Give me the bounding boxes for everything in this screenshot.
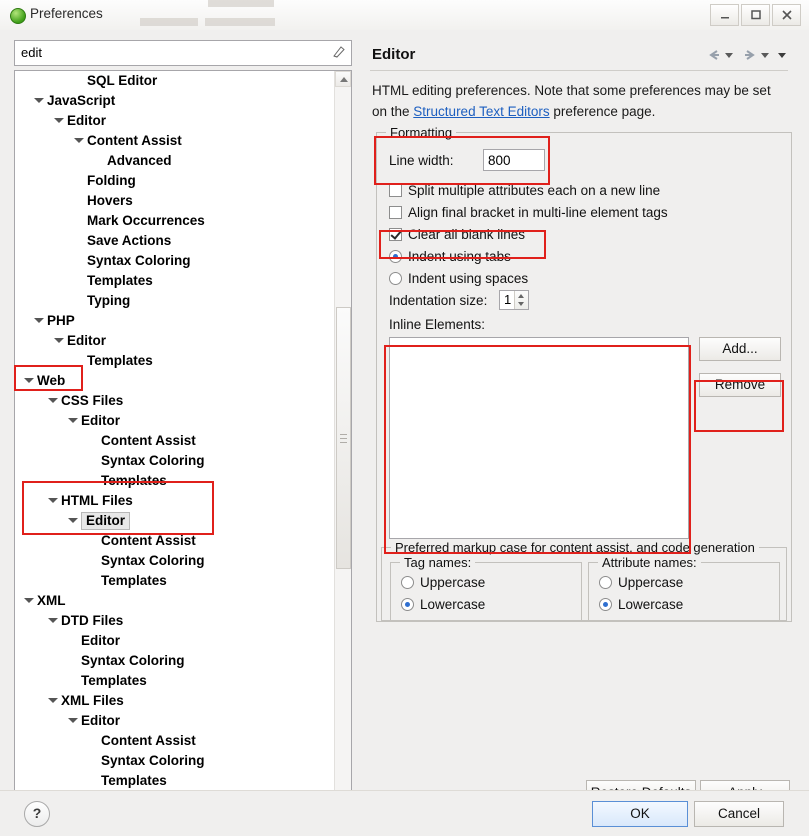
tree-item-css-files[interactable] bbox=[15, 391, 333, 411]
expand-arrow-icon[interactable] bbox=[33, 311, 43, 331]
tree-item-label: HTML Files bbox=[61, 493, 133, 508]
expand-arrow-icon[interactable] bbox=[53, 111, 63, 131]
tree-item-xml[interactable] bbox=[15, 591, 333, 611]
tree-item-label: Templates bbox=[87, 353, 153, 368]
tree-item-label: Editor bbox=[81, 713, 120, 728]
stepper-up-icon[interactable] bbox=[518, 294, 524, 298]
tree-item-editor[interactable] bbox=[15, 411, 333, 431]
tag-names-uppercase-row[interactable] bbox=[401, 573, 485, 591]
tree-item-label: Syntax Coloring bbox=[87, 253, 191, 268]
tag-names-group bbox=[390, 555, 582, 622]
tree-item-label: Content Assist bbox=[101, 433, 196, 448]
expand-arrow-icon[interactable] bbox=[47, 491, 57, 511]
line-width-input[interactable] bbox=[483, 149, 545, 171]
inline-elements-label: Inline Elements: bbox=[389, 317, 486, 332]
tree-item-editor[interactable] bbox=[15, 511, 333, 531]
page-description bbox=[372, 80, 786, 122]
preferences-tree-panel[interactable] bbox=[14, 70, 352, 814]
maximize-button[interactable] bbox=[741, 4, 770, 26]
tree-item-label: Templates bbox=[101, 473, 167, 488]
tag-names-uppercase-label: Uppercase bbox=[420, 574, 486, 590]
window-controls bbox=[710, 4, 801, 26]
indent-spaces-row[interactable] bbox=[389, 269, 528, 287]
back-arrow-icon[interactable] bbox=[706, 48, 722, 62]
tree-item-label: XML Files bbox=[61, 693, 124, 708]
window-title: Preferences bbox=[30, 6, 103, 21]
ok-button[interactable]: OK bbox=[592, 801, 688, 827]
tree-item-content-assist[interactable] bbox=[15, 431, 333, 451]
filter-input[interactable] bbox=[15, 41, 337, 63]
app-icon bbox=[10, 8, 26, 24]
expand-arrow-icon[interactable] bbox=[33, 91, 43, 111]
indentation-size-buttons[interactable] bbox=[514, 291, 528, 309]
back-menu-chevron-down-icon[interactable] bbox=[725, 53, 733, 58]
align-bracket-label: Align final bracket in multi-line element tags bbox=[408, 204, 668, 220]
tree-item-label: Editor bbox=[67, 113, 106, 128]
tree-item-templates[interactable] bbox=[15, 351, 333, 371]
minimize-button[interactable] bbox=[710, 4, 739, 26]
tree-item-label: Content Assist bbox=[101, 533, 196, 548]
tree-item-label: Editor bbox=[81, 512, 130, 530]
indent-tabs-label: Indent using tabs bbox=[408, 248, 511, 264]
expand-arrow-icon[interactable] bbox=[67, 711, 77, 731]
tree-item-hovers[interactable] bbox=[15, 191, 333, 211]
tree-item-label: Save Actions bbox=[87, 233, 172, 248]
expand-arrow-icon[interactable] bbox=[73, 131, 83, 151]
cancel-button[interactable]: Cancel bbox=[694, 801, 784, 827]
tree-item-label: Templates bbox=[81, 673, 147, 688]
tree-item-label: Templates bbox=[101, 573, 167, 588]
tree-item-syntax-coloring[interactable] bbox=[15, 651, 333, 671]
tree-item-label: XML bbox=[37, 593, 66, 608]
indent-tabs-row[interactable] bbox=[389, 247, 511, 265]
attribute-names-lowercase-row[interactable] bbox=[599, 595, 683, 613]
tree-item-syntax-coloring[interactable] bbox=[15, 451, 333, 471]
indentation-size-value: 1 bbox=[504, 292, 512, 307]
indentation-size-label: Indentation size: bbox=[389, 293, 488, 308]
clear-blank-lines-row[interactable] bbox=[389, 225, 525, 243]
tree-item-templates[interactable] bbox=[15, 471, 333, 491]
align-bracket-checkbox[interactable] bbox=[389, 206, 402, 219]
tree-item-label: Syntax Coloring bbox=[81, 653, 185, 668]
tree-item-label: PHP bbox=[47, 313, 75, 328]
tree-item-label: Templates bbox=[87, 273, 153, 288]
tree-item-label: Content Assist bbox=[87, 133, 182, 148]
tree-item-advanced[interactable] bbox=[15, 151, 333, 171]
tree-item-label: DTD Files bbox=[61, 613, 124, 628]
tree-item-label: Content Assist bbox=[101, 733, 196, 748]
attribute-names-uppercase-label: Uppercase bbox=[618, 574, 684, 590]
description-text-1: HTML editing preferences. Note that some preferences may be set on the bbox=[372, 83, 771, 119]
attribute-names-group bbox=[588, 555, 780, 622]
inline-elements-list[interactable] bbox=[389, 337, 689, 539]
tag-names-lowercase-row[interactable] bbox=[401, 595, 485, 613]
tree-item-label: Web bbox=[37, 373, 66, 388]
tree-item-label: SQL Editor bbox=[87, 73, 158, 88]
tree-item-label: Mark Occurrences bbox=[87, 213, 205, 228]
tree-item-save-actions[interactable] bbox=[15, 231, 333, 251]
tree-item-html-files[interactable] bbox=[15, 491, 333, 511]
expand-arrow-icon[interactable] bbox=[47, 391, 57, 411]
tree-item-templates[interactable] bbox=[15, 671, 333, 691]
tree-item-syntax-coloring[interactable] bbox=[15, 251, 333, 271]
tree-item-label: Typing bbox=[87, 293, 131, 308]
tag-names-lowercase-label: Lowercase bbox=[420, 596, 486, 612]
align-bracket-row[interactable] bbox=[389, 203, 668, 221]
title-bar bbox=[0, 0, 809, 31]
tree-item-syntax-coloring[interactable] bbox=[15, 551, 333, 571]
background-artifact bbox=[208, 0, 274, 7]
expand-arrow-icon[interactable] bbox=[67, 511, 77, 531]
preferences-tree[interactable] bbox=[15, 71, 333, 813]
forward-arrow-icon[interactable] bbox=[742, 48, 758, 62]
tree-item-web[interactable] bbox=[15, 371, 333, 391]
split-attributes-row[interactable] bbox=[389, 181, 660, 199]
attribute-names-lowercase-radio[interactable] bbox=[599, 598, 612, 611]
tag-names-uppercase-radio[interactable] bbox=[401, 576, 414, 589]
tree-item-syntax-coloring[interactable] bbox=[15, 751, 333, 771]
split-attributes-label: Split multiple attributes each on a new line bbox=[408, 182, 661, 198]
page-menu-chevron-down-icon[interactable] bbox=[778, 53, 786, 58]
tree-item-label: Advanced bbox=[107, 153, 172, 168]
expand-arrow-icon[interactable] bbox=[23, 371, 33, 391]
tree-item-label: Syntax Coloring bbox=[101, 553, 205, 568]
tree-item-dtd-files[interactable] bbox=[15, 611, 333, 631]
close-button[interactable] bbox=[772, 4, 801, 26]
tree-item-label: Hovers bbox=[87, 193, 133, 208]
title-separator bbox=[370, 70, 788, 71]
tree-item-javascript[interactable] bbox=[15, 91, 333, 111]
tree-item-editor[interactable] bbox=[15, 711, 333, 731]
tree-item-label: CSS Files bbox=[61, 393, 124, 408]
attribute-names-uppercase-row[interactable] bbox=[599, 573, 683, 591]
tree-item-label: Editor bbox=[67, 333, 106, 348]
background-artifact bbox=[205, 18, 275, 26]
dialog-body bbox=[0, 30, 809, 790]
page-title: Editor bbox=[372, 46, 416, 63]
tree-item-editor[interactable] bbox=[15, 111, 333, 131]
tree-item-mark-occurrences[interactable] bbox=[15, 211, 333, 231]
line-width-label: Line width: bbox=[389, 153, 454, 168]
indent-spaces-label: Indent using spaces bbox=[408, 270, 529, 286]
indentation-size-stepper[interactable] bbox=[499, 290, 529, 310]
tree-item-label: Folding bbox=[87, 173, 136, 188]
formatting-legend: Formatting bbox=[386, 125, 456, 140]
clear-blank-lines-label: Clear all blank lines bbox=[408, 226, 526, 242]
tree-item-templates[interactable] bbox=[15, 771, 333, 791]
formatting-group bbox=[376, 125, 792, 622]
stepper-down-icon[interactable] bbox=[518, 302, 524, 306]
expand-arrow-icon[interactable] bbox=[47, 691, 57, 711]
expand-arrow-icon[interactable] bbox=[67, 411, 77, 431]
split-attributes-checkbox[interactable] bbox=[389, 184, 402, 197]
tree-item-typing[interactable] bbox=[15, 291, 333, 311]
markup-case-group bbox=[381, 540, 787, 621]
tree-item-folding[interactable] bbox=[15, 171, 333, 191]
tree-item-editor[interactable] bbox=[15, 331, 333, 351]
tree-item-label: JavaScript bbox=[47, 93, 116, 108]
preference-page bbox=[362, 36, 796, 792]
clear-blank-lines-checkbox[interactable] bbox=[389, 228, 402, 241]
expand-arrow-icon[interactable] bbox=[53, 331, 63, 351]
description-text-2: preference page. bbox=[549, 104, 656, 119]
help-button[interactable]: ? bbox=[24, 801, 50, 827]
tree-item-label: Syntax Coloring bbox=[101, 753, 205, 768]
attribute-names-lowercase-label: Lowercase bbox=[618, 596, 684, 612]
tree-item-content-assist[interactable] bbox=[15, 731, 333, 751]
tree-item-templates[interactable] bbox=[15, 571, 333, 591]
tag-names-legend: Tag names: bbox=[400, 555, 475, 570]
tree-item-label: Templates bbox=[101, 773, 167, 788]
tree-item-editor[interactable] bbox=[15, 631, 333, 651]
scroll-thumb[interactable] bbox=[336, 307, 351, 569]
expand-arrow-icon[interactable] bbox=[23, 591, 33, 611]
scroll-up-button[interactable] bbox=[335, 71, 351, 87]
markup-case-legend: Preferred markup case for content assist, and code generation bbox=[391, 540, 759, 555]
forward-menu-chevron-down-icon[interactable] bbox=[761, 53, 769, 58]
filter-box[interactable] bbox=[14, 40, 352, 66]
attribute-names-uppercase-radio[interactable] bbox=[599, 576, 612, 589]
background-artifact bbox=[140, 18, 198, 26]
tree-item-label: Syntax Coloring bbox=[101, 453, 205, 468]
tree-item-label: Editor bbox=[81, 413, 120, 428]
clear-icon[interactable] bbox=[331, 44, 347, 60]
attribute-names-legend: Attribute names: bbox=[598, 555, 701, 570]
remove-button[interactable]: Remove bbox=[699, 373, 781, 397]
tree-item-content-assist[interactable] bbox=[15, 531, 333, 551]
expand-arrow-icon[interactable] bbox=[47, 611, 57, 631]
tree-vertical-scrollbar[interactable] bbox=[334, 71, 351, 811]
add-button[interactable]: Add... bbox=[699, 337, 781, 361]
tree-item-templates[interactable] bbox=[15, 271, 333, 291]
page-nav-controls[interactable] bbox=[706, 48, 792, 62]
tree-item-content-assist[interactable] bbox=[15, 131, 333, 151]
indent-tabs-radio[interactable] bbox=[389, 250, 402, 263]
tree-item-label: Editor bbox=[81, 633, 120, 648]
tree-item-sql-editor[interactable] bbox=[15, 71, 333, 91]
indent-spaces-radio[interactable] bbox=[389, 272, 402, 285]
dialog-footer bbox=[0, 790, 809, 836]
tree-item-xml-files[interactable] bbox=[15, 691, 333, 711]
tree-item-php[interactable] bbox=[15, 311, 333, 331]
structured-text-editors-link[interactable]: Structured Text Editors bbox=[413, 104, 550, 119]
tag-names-lowercase-radio[interactable] bbox=[401, 598, 414, 611]
